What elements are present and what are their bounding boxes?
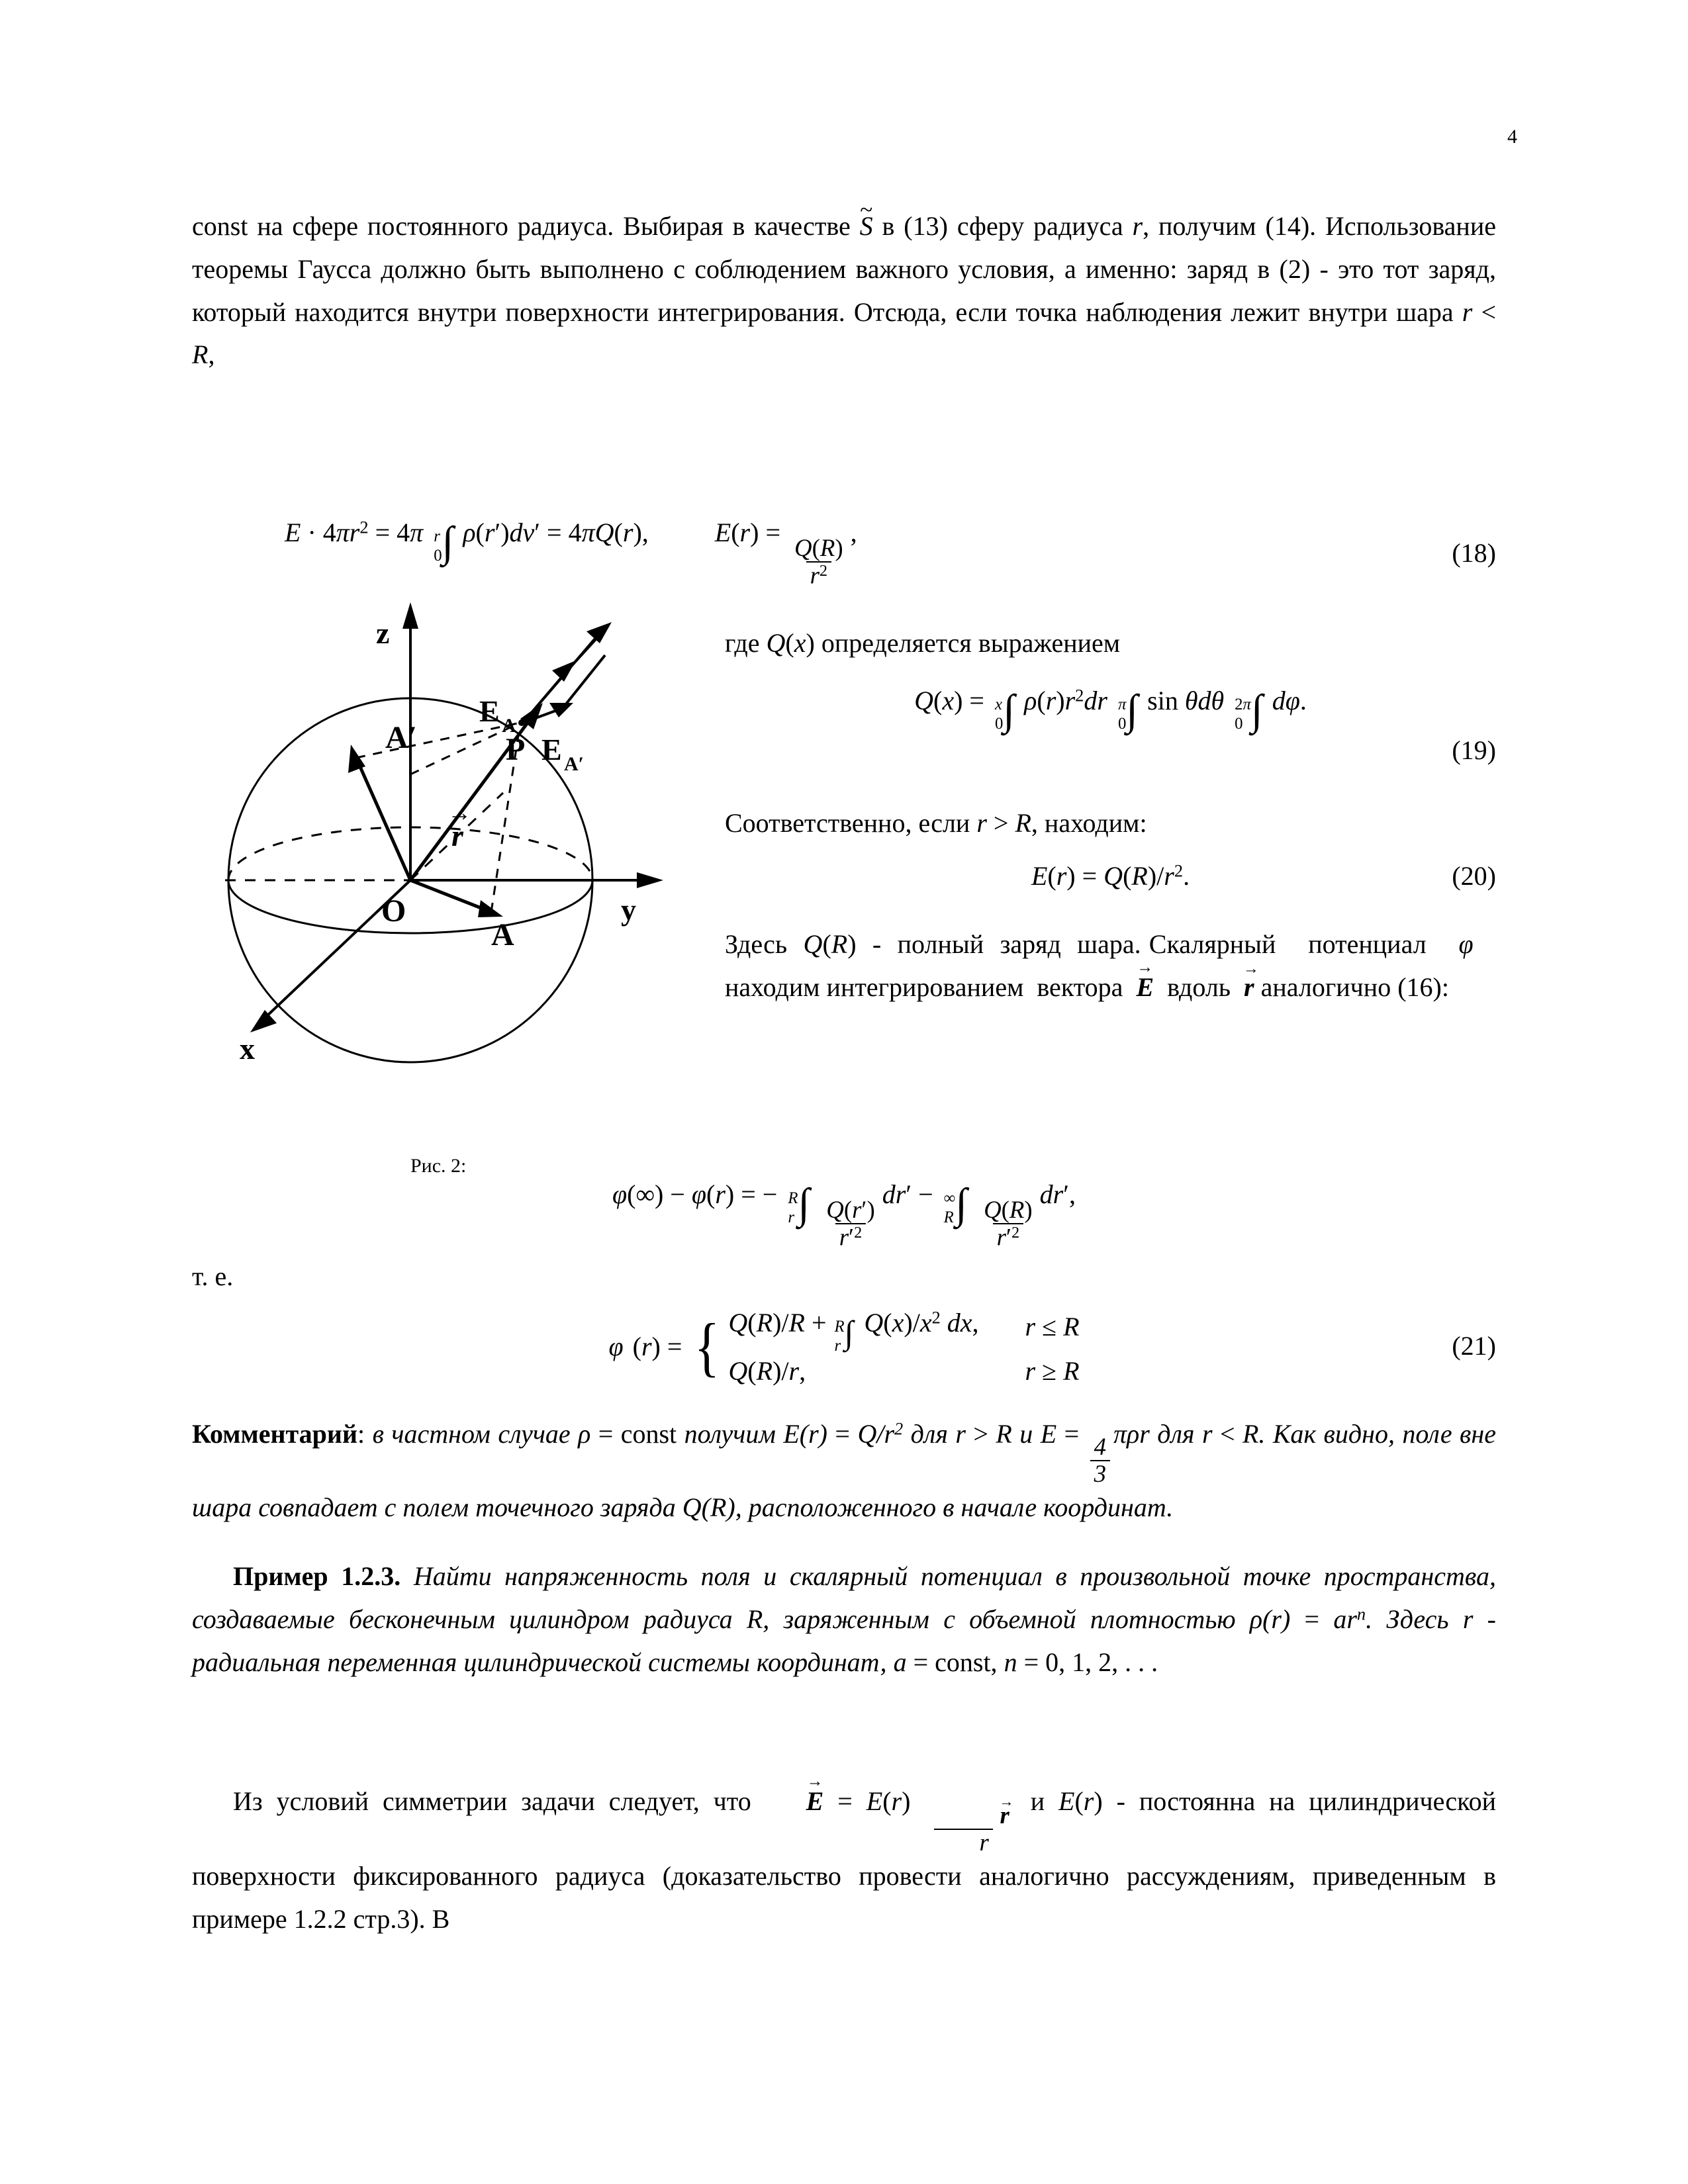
equation-20: $E(r) = Q(R)/r^2$. (20)	[1031, 860, 1496, 891]
equation-19-tag: (19)	[1452, 735, 1496, 766]
figure-label-EA: E	[479, 694, 500, 728]
paragraph-intro: const на сфере постоянного радиуса. Выбирая в качестве ~ S в (13) сферу радиуса r, получим (14). Использование теоремы Гаусса должно быть выполнено с соблюдением важного условия, а именно: заряд в (2) - это тот заряд, который находится внутри поверхности интегрирования. Отсюда, если точка наблюдения лежит внутри шара r < R,	[192, 205, 1496, 377]
figure-2-sphere-diagram	[192, 582, 675, 1178]
figure-label-EA-sub: A	[502, 715, 516, 737]
figure-label-A-prime: A′	[385, 720, 418, 755]
comment-paragraph: Комментарий: в частном случае ρ = const получим $E(r) = Q/r^2$ для r > R и E = $\frac{4}{3}$ πρr для r < R. Как видно, поле вне шара совпадает с полем точечного заряда Q(R), расположенного в начале координат.	[192, 1418, 1497, 1523]
figure-label-A: A	[491, 917, 514, 952]
equation-21: φ (r) = { Q(R)/R + R r ∫ $Q(x)/x^2$ dx, r ≤ R Q(R)/r, r ≥ R (21)	[608, 1307, 1496, 1386]
text-after-eq18: где Q(x) определяется выражением	[725, 628, 1121, 658]
comment-label: Комментарий	[192, 1419, 358, 1449]
equation-phi-integral: φ(∞) − φ(r) = − R r ∫ $\frac{Q(r')}{r'^2}$ dr′ − ∞ R ∫ $\frac{Q(R)}{r'^2}$ dr′,	[612, 1179, 1076, 1251]
text-after-eq20: Здесь Q(R) - полный заряд шара. Скалярный потенциал φ находим интегрированием вектора → E вдоль → r аналогично (16):	[725, 923, 1496, 1009]
figure-label-y: y	[621, 893, 636, 927]
closing-paragraph: Из условий симметрии задачи следует, что → E = E(r) → $\frac{r}{r}$ и E(r) - постоянна на цилиндрической поверхности фиксированного радиуса (доказательство провести аналогично рассуждениям, приведенным в примере 1.2.2 стр.3). В	[192, 1780, 1496, 1941]
equation-18-tag: (18)	[1452, 537, 1496, 568]
figure-label-r-vector: r	[451, 819, 463, 852]
equation-20-tag: (20)	[1452, 861, 1496, 891]
equation-18: $E \cdot 4\pi r^2 = 4\pi$ r 0 ∫ ρ(r′)dv′ = 4πQ(r), E(r) = $\frac{Q(R)}{r^2}$ , (18)	[285, 517, 1496, 589]
figure-label-z: z	[376, 616, 390, 650]
page-number: 4	[1507, 126, 1517, 148]
figure-label-P: P	[506, 732, 526, 767]
figure-label-EAprime: E	[541, 733, 562, 766]
example-label: Пример 1.2.3.	[233, 1561, 401, 1591]
text-te: т. е.	[192, 1261, 234, 1291]
figure-caption: Рис. 2:	[410, 1155, 467, 1177]
example-paragraph: Пример 1.2.3. Найти напряженность поля и скалярный потенциал в произвольной точке пространства, создаваемые бесконечным цилиндром радиуса R, заряженным с объемной плотностью $\rho(r) = ar^n$. Здесь r - радиальная переменная цилиндрической системы координат, a = const, n = 0, 1, 2, . . .	[192, 1561, 1497, 1677]
equation-21-tag: (21)	[1452, 1331, 1496, 1361]
figure-label-EAprime-sub: A′	[564, 753, 585, 775]
equation-19: Q(x) = x 0 ∫ $\rho(r)r^2dr$ π 0 ∫ sin θdθ 2π 0 ∫ dφ. (19)	[725, 685, 1496, 766]
main-text-column	[192, 205, 1496, 377]
text-after-eq19: Соответственно, если r > R, находим:	[725, 808, 1147, 838]
figure-label-O: O	[381, 893, 406, 929]
figure-label-x: x	[240, 1032, 255, 1066]
figure-label-r-arrow: →	[447, 799, 471, 826]
